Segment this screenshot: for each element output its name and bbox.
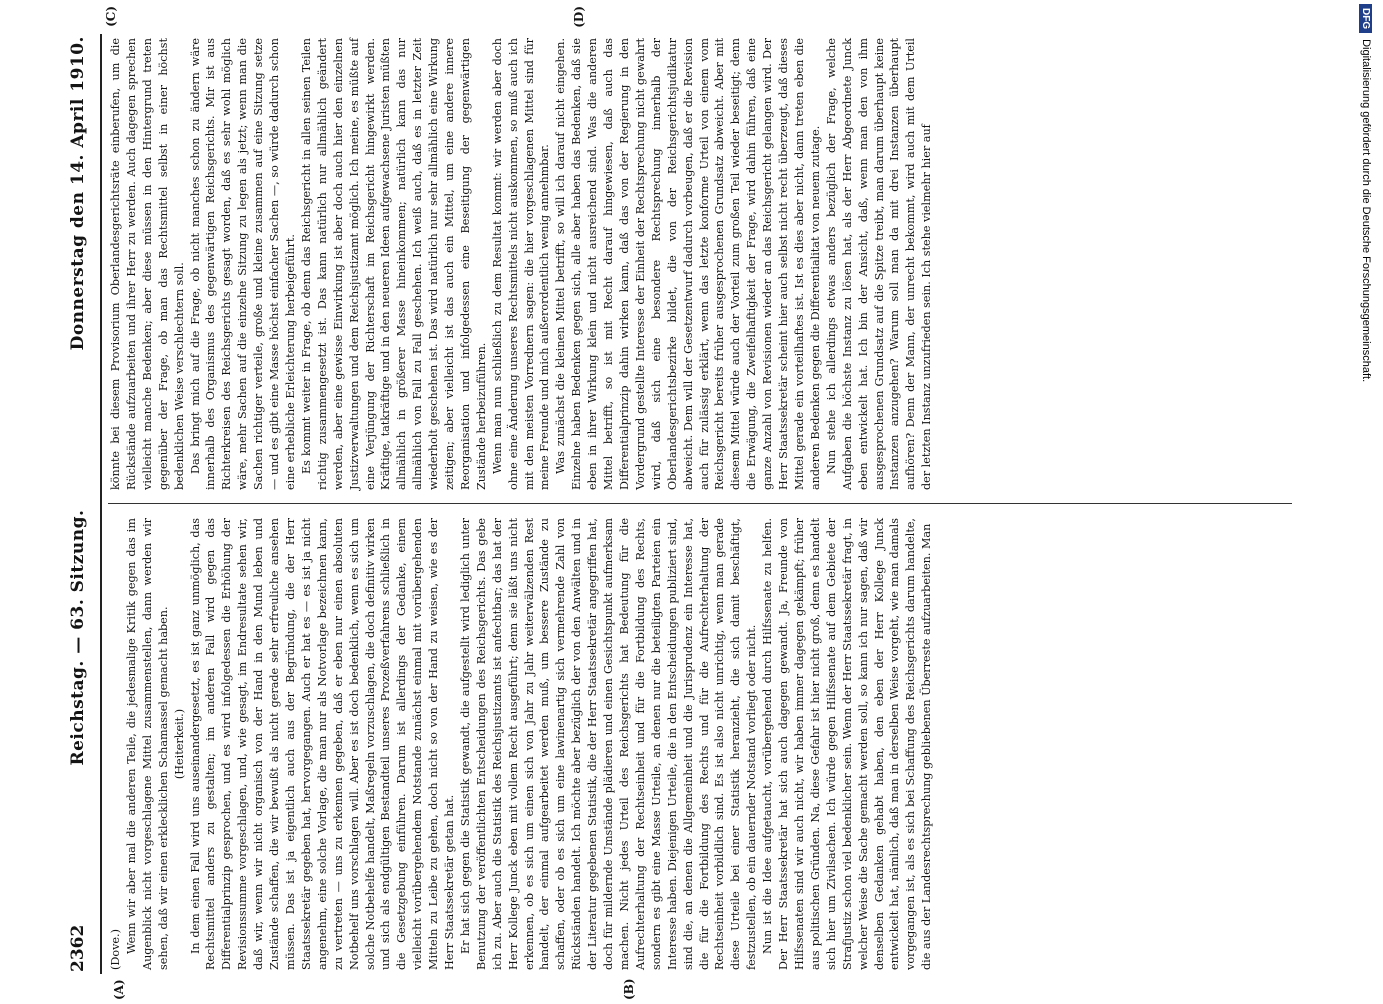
interjection: (Heiterkeit.) [172, 708, 186, 780]
paragraph: Das bringt mich auf die Frage, ob nicht manches schon zu ändern wäre innerhalb des Organismus des gegenwärtigen Reichsgerichts. Mir ist aus Richterkreisen des Reichsgerichts gesagt worden, daß es sehr wohl möglich wäre, mehr Sachen auf die einzelne Sitzung zu legen als jetzt; wenn man die Sachen richtiger verteile, große und kleine zusammen auf eine Sitzung setze — und es gibt eine Masse höchst einfacher Sachen —, so würde dadurch schon eine erhebliche Erleichterung herbeigeführt. [188, 38, 297, 490]
margin-marker-a: (A) [112, 979, 126, 1000]
digitization-note [1359, 0, 1377, 1000]
margin-marker-c: (C) [104, 6, 118, 27]
paragraph: Es kommt weiter in Frage, ob denn das Reichsgericht in allen seinen Teilen richtig zusammengesetzt ist. Das kann natürlich nur allmählich geändert werden, aber eine gewisse Einwirkung ist aber doch auch hier den einzelnen Justizverwaltungen und dem Reichsjustizamt möglich. Ich meine, es müßte auf eine Verjüngung der Richterschaft im Reichsgericht hingewirkt werden. Kräftige, tatkräftige und in den neueren Ideen aufgewachsene Juristen müßten allmählich in größerer Masse hineinkommen; natürlich kann das nur allmählich von Fall zu Fall geschehen. Ich weiß auch, daß es in letzter Zeit wiederholt geschehen ist. Das wird natürlich nur sehr allmählich eine Wirkung zeitigen; aber vielleicht ist das auch ein Mittel, um eine andere innere Reorganisation und infolgedessen eine Beseitigung der gegenwärtigen Zustände herbeizuführen. [299, 38, 488, 490]
paragraph: Wenn wir aber mal die anderen Teile, die jedesmalige Kritik gegen das im Augenblick nicht vorgeschlagene Mittel zusammenstellen, dann werden wir sehen, daß wir einen erklecklichen Schamassel gemacht haben. [124, 518, 170, 970]
speaker-name: (Dove.) [109, 929, 122, 970]
paragraph: Was zunächst die kleinen Mittel betrifft, so will ich darauf nicht eingehen. Einzelne haben Bedenken gegen sich, alle aber haben das Bedenken, daß sie eben in ihrer Wirkung klein und nicht ausreichend sind. Was die anderen Mittel betrifft, so ist mit Recht darauf hingewiesen, daß auch das Differentialprinzip dahin wirken kann, daß das von der Regierung in den Vordergrund gestellte Interesse der Einheit der Rechtsprechung nicht gewahrt wird, daß sich eine besondere Rechtsprechung innerhalb der Oberlandesgerichtsbezirke bildet, die von der Reichsgerichtsjudikatur abweicht. Dem will der Gesetzentwurf dadurch vorbeugen, daß er die Revision auch für zulässig erklärt, wenn das letzte konforme Urteil von einem vom Reichsgericht bereits früher ausgesprochenen Grundsatz abweicht. Aber mit diesem Mittel würde auch der Vorteil zum großen Teil wieder beseitigt; denn die Erwägung, die Zweifelhaftigkeit der Frage, wird dahin führen, daß eine ganze Anzahl von Revisionen wieder an das Reichsgericht gelangen wird. Der Herr Staatssekretär scheint hier auch selbst nicht recht überzeugt, daß dieses Mittel gerade ein vorteilhaftes ist. Ist es dies aber nicht, dann treten eben die anderen Bedenken gegen die Differentialitat von neuem zutage. [554, 38, 822, 490]
paragraph: Wenn man nun schließlich zu dem Resultat kommt: wir werden aber doch ohne eine Änderung unseres Rechtsmittels nicht auskommen, so muß auch ich mit den meisten Vorrednern sagen: die hier vorgeschlagenen Mittel sind für meine Freunde und mich außerordentlich wenig annehmbar. [490, 38, 552, 490]
left-column [102, 504, 1292, 1000]
dfg-logo: DFG [1360, 4, 1373, 33]
paragraph: Nun ist die Idee aufgetaucht, vorübergehend durch Hilfssenate zu helfen. Der Herr Staatssekretär hat sich auch dagegen gewandt. Ja, Freunde von Hilfssenaten sind wir auch nicht, wir haben immer dagegen gekämpft; früher aus politischen Gründen. Na, diese Gefahr ist hier nicht groß, denn es handelt sich hier um Zivilsachen. Ich würde gegen Hilfssenate auf dem Gebiete der Strafjustiz schon viel bedenklicher sein. Wenn der Herr Staatssekretär fragt, in welcher Weise die Sache gemacht werden soll, so kann ich nur sagen, daß wir denselben Gedanken gehabt haben, den eben der Herr Kollege Junck entwickelt hat, nämlich, daß man in derselben Weise vorgeht, wie man damals vorgegangen ist, als es sich bei Schaffung des Reichsgerichts darum handelte, die aus der Landesrechtsprechung gebliebenen Überreste aufzuarbeiten. Man [761, 518, 934, 970]
session-date: Donnerstag den 14. April 1910. [68, 36, 88, 351]
funding-credit: Digitalisierung gefördert durch die Deutsche Forschungsgemeinschaft. [1360, 39, 1372, 383]
paragraph: könnte bei diesem Provisorium Oberlandesgerichtsräte einberufen, um die Rückstände aufzuarbeiten und ihrer Herr zu werden. Auch dagegen sprechen vielleicht manche Bedenken; aber diese müssen in den Hintergrund treten gegenüber der Frage, ob man das Rechtsmittel selbst in einer höchst bedenklichen Weise verschlechtern soll. [109, 38, 186, 490]
text-columns [102, 6, 1292, 1000]
session-title: Reichstag. — 63. Sitzung. [68, 509, 88, 766]
page-number: 2362 [68, 924, 88, 972]
margin-marker-d: (D) [572, 6, 586, 28]
rotated-document-page [58, 2, 1308, 1002]
paragraph: Nun stehe ich allerdings etwas anders bezüglich der Frage, welche Aufgaben die höchste Instanz zu lösen hat, als der Herr Abgeordnete Junck eben entwickelt hat. Ich bin der Ansicht, daß, wenn man den von ihm ausgesprochenen Grundsatz auf die Spitze treibt, man darum überhaupt keine Instanzen anzugehen? Warum soll man da mit drei Instanzen überhaupt aufhören? Denn der Mann, der unrecht bekommt, wird auch mit dem Urteil der letzten Instanz unzufrieden sein. Ich stehe vielmehr hier auf [824, 38, 934, 490]
page-header [58, 34, 102, 974]
margin-marker-b: (B) [622, 978, 636, 1000]
paragraph: Er hat sich gegen die Statistik gewandt, die aufgestellt wird lediglich unter Benutzung der veröffentlichten Entscheidungen des Reichsgerichts. Das gebe ich zu. Aber auch die Statistik des Reichsjustizamts ist anfechtbar; das hat der Herr Kollege Junck eben mit vollem Recht ausgeführt; denn sie läßt uns nicht erkennen, ob es sich um einen sich von Jahr zu Jahr weiterwälzenden Rest handelt, der einmal aufgearbeitet werden muß, um bessere Zustände zu schaffen, oder ob es sich um eine lawinenartig sich vermehrende Zahl von Rückständen handelt. Ich möchte aber bezüglich der von den Anwälten und in der Literatur gegebenen Statistik, die der Herr Staatssekretär angegriffen hat, doch für mildernde Umstände plädieren und einen Gesichtspunkt aufmerksam machen. Nicht jedes Urteil des Reichsgerichts hat Bedeutung für die Aufrechterhaltung der Rechtseinheit und für die Fortbildung des Rechts, sondern es gibt eine Masse Urteile, an denen nur die beteiligten Parteien ein Interesse haben. Diejenigen Urteile, die in den Entscheidungen publiziert sind, sind die, an denen die Allgemeinheit und die Jurisprudenz ein Interesse hat, die für die Fortbildung des Rechts und für die Aufrechterhaltung der Rechtseinheit vorbildlich sind. Es ist also nicht unrichtig, wenn man gerade diese Urteile bei einer Statistik heranzieht, die sich damit beschäftigt, festzustellen, ob ein dauernder Notstand vorliegt oder nicht. [458, 518, 759, 970]
paragraph: In dem einen Fall wird uns auseinandergesetzt, es ist ganz unmöglich, das Rechtsmittel anders zu gestalten; im anderen Fall wird gegen das Differentialprinzip gesprochen, und es wird infolgedessen die Erhöhung der Revisionssumme vorgeschlagen, und, wie gesagt, im Endresultate sehen wir, daß wir, wenn wir nicht organisch von der Hand in den Mund leben und Zustände schaffen, die wir bewußt als nicht gerade sehr erfreuliche ansehen müssen. Das ist ja eigentlich auch aus der Begründung, die der Herr Staatssekretär gegeben hat, hervorgegangen. Auch er hat es — es ist ja nicht angenehm, eine solche Vorlage, die man nur als Notvorlage bezeichnen kann, zu vertreten — uns zu erkennen gegeben, daß er eben nur einen absoluten Notbehelf uns vorschlagen will. Aber es ist doch bedenklich, wenn es sich um solche Notbehelfe handelt, Maßregeln vorzuschlagen, die doch definitiv wirken und sich als endgültigen Bestandteil unseres Prozeßverfahrens schließlich in die Gesetzgebung einführen. Darum ist allerdings der Gedanke, einem vielleicht vorübergehendem Notstande zunächst einmal mit vorübergehenden Mitteln zu Leibe zu gehen, doch nicht so von der Hand zu weisen, wie es der Herr Staatssekretär getan hat. [188, 518, 457, 970]
right-column [102, 6, 1292, 504]
